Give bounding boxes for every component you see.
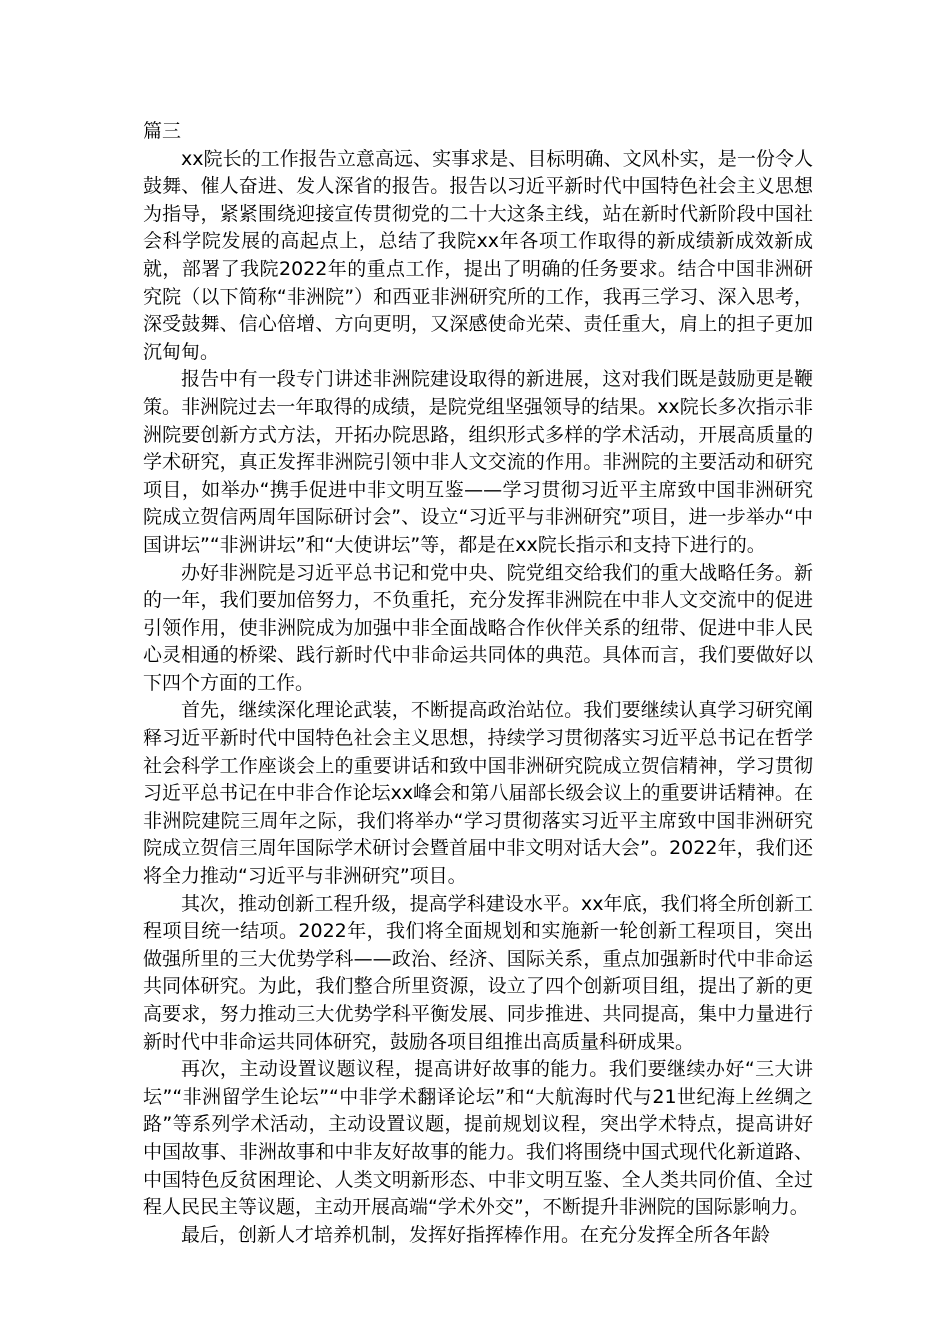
paragraph-4: 首先，继续深化理论武装，不断提高政治站位。我们要继续认真学习研究阐释习近平新时代中国特色社会主义思想，持续学习贯彻落实习近平总书记在哲学社会科学工作座谈会上的重要讲话和致中国非洲研究院成立贺信精神，学习贯彻习近平总书记在中非合作论坛xx峰会和第八届部长级会议上的重要讲话精神。在非洲院建院三周年之际，我们将举办“学习贯彻落实习近平主席致中国非洲研究院成立贺信三周年国际学术研讨会暨首届中非文明对话大会”。2022年，我们还将全力推动“习近平与非洲研究”项目。 <box>143 699 813 888</box>
paragraph-1: xx院长的工作报告立意高远、实事求是、目标明确、文风朴实，是一份令人鼓舞、催人奋进、发人深省的报告。报告以习近平新时代中国特色社会主义思想为指导，紧紧围绕迎接宣传贯彻党的二十大这条主线，站在新时代新阶段中国社会科学院发展的高起点上，总结了我院xx年各项工作取得的新成绩新成效新成就，部署了我院2022年的重点工作，提出了明确的任务要求。结合中国非洲研究院（以下简称“非洲院”）和西亚非洲研究所的工作，我再三学习、深入思考，深受鼓舞、信心倍增、方向更明，又深感使命光荣、责任重大，肩上的担子更加沉甸甸。 <box>143 147 813 363</box>
paragraph-7: 最后，创新人才培养机制，发挥好指挥棒作用。在充分发挥全所各年龄 <box>181 1223 771 1246</box>
document-page <box>143 118 813 1249</box>
section-heading: 篇三 <box>143 120 182 142</box>
paragraph-3: 办好非洲院是习近平总书记和党中央、院党组交给我们的重大战略任务。新的一年，我们要加倍努力，不负重托，充分发挥非洲院在中非人文交流中的促进引领作用，使非洲院成为加强中非全面战略合作伙伴关系的纽带、促进中非人民心灵相通的桥梁、践行新时代中非命运共同体的典范。具体而言，我们要做好以下四个方面的工作。 <box>143 561 813 694</box>
paragraph-5: 其次，推动创新工程升级，提高学科建设水平。xx年底，我们将全所创新工程项目统一结项。2022年，我们将全面规划和实施新一轮创新工程项目，突出做强所里的三大优势学科——政治、经济、国际关系，重点加强新时代中非命运共同体研究。为此，我们整合所里资源，设立了四个创新项目组，提出了新的更高要求，努力推动三大优势学科平衡发展、同步推进、共同提高，集中力量进行新时代中非命运共同体研究，鼓励各项目组推出高质量科研成果。 <box>143 892 813 1053</box>
paragraph-2: 报告中有一段专门讲述非洲院建设取得的新进展，这对我们既是鼓励更是鞭策。非洲院过去一年取得的成绩，是院党组坚强领导的结果。xx院长多次指示非洲院要创新方式方法，开拓办院思路，组织形式多样的学术活动，开展高质量的学术研究，真正发挥非洲院引领中非人文交流的作用。非洲院的主要活动和研究项目，如举办“携手促进中非文明互鉴——学习贯彻习近平主席致中国非洲研究院成立贺信两周年国际研讨会”、设立“习近平与非洲研究”项目，进一步举办“中国讲坛”“非洲讲坛”和“大使讲坛”等，都是在xx院长指示和支持下进行的。 <box>143 368 813 556</box>
paragraph-6: 再次，主动设置议题议程，提高讲好故事的能力。我们要继续办好“三大讲坛”“非洲留学生论坛”“中非学术翻译论坛”和“大航海时代与21世纪海上丝绸之路”等系列学术活动，主动设置议题，提前规划议程，突出学术特点，提高讲好中国故事、非洲故事和中非友好故事的能力。我们将围绕中国式现代化新道路、中国特色反贫困理论、人类文明新形态、中非文明互鉴、全人类共同价值、全过程人民民主等议题，主动开展高端“学术外交”，不断提升非洲院的国际影响力。 <box>143 1058 813 1219</box>
